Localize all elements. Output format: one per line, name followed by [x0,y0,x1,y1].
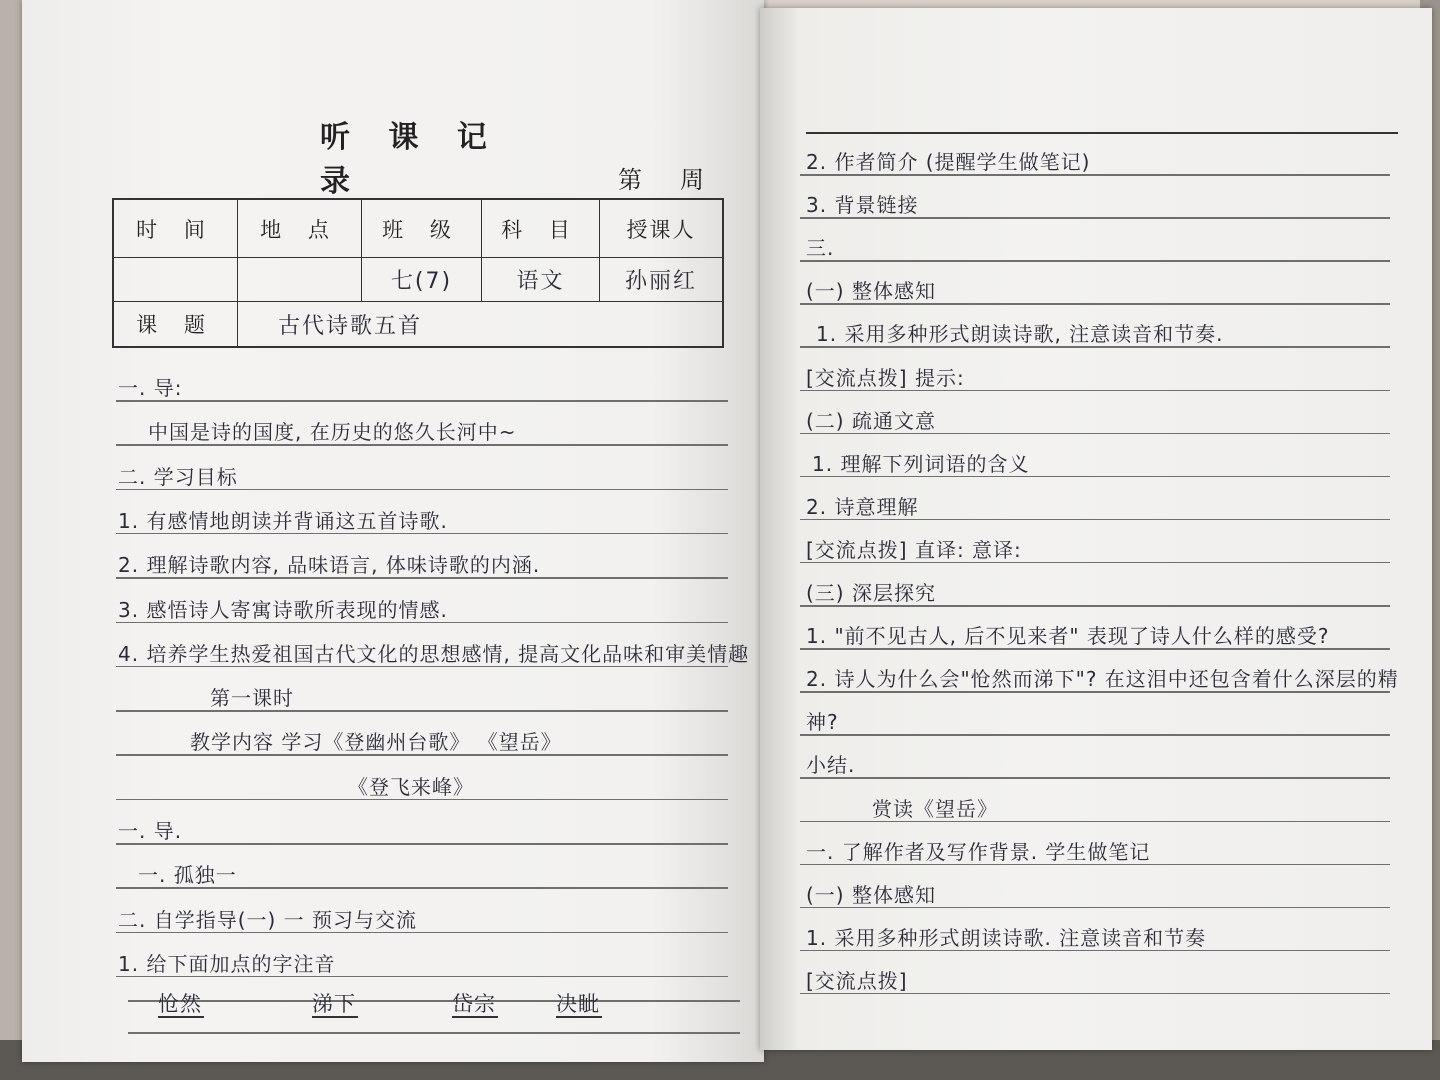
right-note-line: 1. 采用多种形式朗读诗歌. 注意读音和节奏 [806,925,1207,950]
left-note-rule [128,1000,740,1002]
pinyin-underline [452,1016,498,1018]
page-title: 听 课 记 录 [320,120,501,199]
right-note-line: 小结. [806,753,856,778]
left-note-line: 二. 学习目标 [118,464,238,489]
left-note-line: 二. 自学指导(一) 一 预习与交流 [118,907,418,932]
left-note-line: 一. 导. [118,819,183,843]
header-teacher: 授课人 [600,200,722,258]
value-subject: 语文 [482,258,600,302]
left-note-rule [128,1032,740,1034]
right-note-line: [交流点拨] 直译: 意译: [806,537,1022,562]
left-note-line: 《登飞来峰》 [348,774,474,799]
value-teacher: 孙丽红 [600,258,722,302]
right-note-line: (一) 整体感知 [806,279,936,304]
pinyin-underline [158,1016,204,1018]
left-note-rule [116,843,728,845]
right-note-line: 2. 作者简介 (提醒学生做笔记) [806,150,1091,174]
pinyin-word: 涕下 [312,992,356,1016]
left-note-line: 1. 给下面加点的字注音 [118,951,336,976]
pinyin-word: 岱宗 [452,992,496,1016]
left-note-line: 中国是诗的国度, 在历史的悠久长河中~ [148,420,517,445]
left-note-line: 教学内容 学习《登幽州台歌》 《望岳》 [190,730,562,755]
pinyin-word: 怆然 [158,992,202,1016]
right-note-line: 三. [806,236,835,261]
header-time: 时 间 [114,200,238,258]
right-note-line: (一) 整体感知 [806,882,936,907]
right-note-rule [800,260,1390,262]
right-note-line: 1. 采用多种形式朗读诗歌, 注意读音和节奏. [816,322,1224,347]
right-note-line: 2. 诗人为什么会"怆然而涕下"? 在这泪中还包含着什么深层的精 [806,667,1399,692]
class-info-table [112,198,724,348]
left-note-line: 4. 培养学生热爱祖国古代文化的思想感情, 提高文化品味和审美情趣 [118,641,750,666]
week-label [618,160,742,195]
header-subject: 科 目 [482,200,600,258]
left-note-line: 一. 导: [118,376,183,400]
right-note-rule [800,734,1390,736]
pinyin-underline [556,1016,602,1018]
topic-label: 课 题 [114,302,238,346]
left-note-line: 第一课时 [210,686,294,711]
left-note-line: 1. 有感情地朗读并背诵这五首诗歌. [118,508,448,533]
left-note-rule [116,400,728,402]
right-top-rule [806,132,1398,134]
right-note-line: 3. 背景链接 [806,193,919,218]
right-note-line: 赏读《望岳》 [872,796,998,821]
right-note-line: [交流点拨] 提示: [806,365,965,390]
right-note-line: 神? [806,710,839,735]
week-di: 第 [618,166,642,194]
right-note-line: (三) 深层探究 [806,581,936,605]
right-note-line: 1. 理解下列词语的含义 [812,451,1030,476]
right-note-line: (二) 疏通文意 [806,408,936,433]
right-note-line: [交流点拨] [806,968,908,993]
left-note-line: 一. 孤独一 [138,863,237,888]
pinyin-underline [312,1016,358,1018]
value-time [114,258,238,302]
week-zhou: 周 [680,166,704,194]
pinyin-word: 决眦 [556,992,600,1016]
left-note-rule [116,710,728,712]
header-class: 班 级 [362,200,482,258]
right-note-line: 一. 了解作者及写作背景. 学生做笔记 [806,839,1151,864]
header-place: 地 点 [238,200,362,258]
right-note-line: 1. "前不见古人, 后不见来者" 表现了诗人什么样的感受? [806,624,1330,649]
left-note-line: 2. 理解诗歌内容, 品味语言, 体味诗歌的内涵. [118,553,541,578]
right-note-line: 2. 诗意理解 [806,494,919,519]
value-place [238,258,362,302]
right-note-rule [800,777,1390,779]
value-class: 七(7) [362,258,482,302]
topic-value: 古代诗歌五首 [278,313,423,339]
left-note-line: 3. 感悟诗人寄寓诗歌所表现的情感. [118,597,448,622]
